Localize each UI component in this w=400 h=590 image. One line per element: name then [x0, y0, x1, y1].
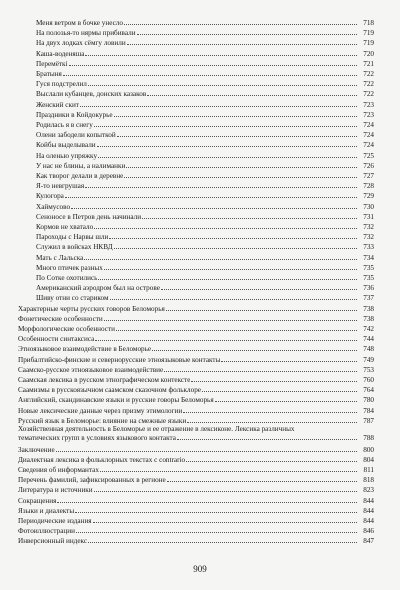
- toc-entry: [36, 99, 374, 109]
- toc-entry-title-line1: Хозяйственная деятельность в Беломорье и ее отражение в лексиконе. Лексика различных: [18, 425, 295, 433]
- toc-entry-title: На оленью упряжку: [36, 151, 98, 160]
- toc-entry-page: 784: [363, 406, 374, 415]
- page-number: 909: [193, 564, 207, 574]
- toc-entry-page: 722: [363, 70, 374, 78]
- toc-entry-title: Языки и диалекты: [18, 506, 75, 515]
- toc-entry-page: 721: [363, 59, 374, 68]
- toc-entry-title: Морфологические особенности: [18, 325, 115, 333]
- toc-entry: [18, 394, 374, 404]
- dot-leader: [104, 320, 357, 321]
- dot-leader: [94, 126, 357, 127]
- toc-entry-title: Сокращения: [18, 496, 57, 505]
- dot-leader: [98, 157, 357, 158]
- toc-entry-title: Прибалтийско-финские и севернорусские этноязыковые контакты: [18, 355, 221, 364]
- toc-entry-page: 749: [363, 355, 374, 364]
- toc-entry-title: Литература и источники: [18, 486, 93, 495]
- dot-leader: [100, 471, 357, 472]
- toc-entry-page: 823: [363, 486, 374, 495]
- toc-entry-title: Олени забодели копыткой: [36, 131, 116, 140]
- toc-entry-title: Братыня: [36, 70, 62, 78]
- toc-entry-title: Как творог делали в деревне: [36, 172, 124, 180]
- toc-entry-title: Шиву отни со стариком: [36, 294, 109, 303]
- toc-entry-title: Мать с Лальска: [36, 253, 84, 262]
- dot-leader: [71, 208, 357, 209]
- toc-entry-title: Русский язык в Беломорье: влияние на смежные языки: [18, 416, 187, 425]
- toc-entry-title: Праздники в Койдокурье: [36, 110, 113, 119]
- dot-leader: [56, 451, 357, 452]
- toc-entry-page: 800: [363, 445, 374, 454]
- dot-leader: [164, 371, 357, 372]
- dot-leader: [117, 136, 357, 137]
- toc-entry-page: 718: [363, 19, 374, 27]
- dot-leader: [76, 532, 357, 533]
- dot-leader: [57, 502, 357, 503]
- toc-entry: [36, 282, 374, 292]
- toc-entry: [18, 454, 374, 464]
- dot-leader: [93, 522, 357, 523]
- toc-entry-title: Кормов не хватало: [36, 223, 94, 231]
- toc-entry: [36, 262, 374, 272]
- toc-entry: [36, 139, 374, 149]
- toc-entry-page: 736: [363, 284, 374, 293]
- dot-leader: [65, 197, 357, 198]
- toc-entry-title: Новые лексические данные через призму этимологии: [18, 406, 183, 415]
- toc-entry-title: На двух лодках сёмгу ловили: [36, 39, 126, 48]
- dot-leader: [114, 116, 357, 117]
- toc-entry-page: 780: [363, 396, 374, 405]
- toc-entry: [18, 313, 374, 323]
- toc-entry-title: Саамско-русское этноязыковое взаимодействие: [18, 365, 164, 374]
- dot-leader: [142, 218, 357, 219]
- dot-leader: [191, 381, 357, 382]
- toc-entry-page: 735: [363, 263, 374, 272]
- toc-entry: [36, 170, 374, 180]
- toc-entry-page: 722: [363, 80, 374, 89]
- toc-entry: [36, 58, 374, 68]
- dot-leader: [88, 542, 357, 543]
- toc-entry: [18, 364, 374, 374]
- toc-entry: [18, 505, 374, 515]
- toc-entry-title: Сведения об информантах: [18, 465, 99, 474]
- toc-entry-page: 732: [363, 233, 374, 242]
- toc-entry-page: 844: [363, 506, 374, 515]
- toc-entry: [36, 252, 374, 262]
- toc-entry-title: Каша-воденяша: [36, 49, 85, 58]
- dot-leader: [124, 24, 357, 25]
- dot-leader: [85, 187, 357, 188]
- toc-entry-page: 719: [363, 29, 374, 38]
- toc-entry-title: По Сотке охотились: [36, 274, 98, 282]
- toc-entry-title: Заключение: [18, 445, 55, 454]
- toc-entry-title: Выслали кубанцев, донских казаков: [36, 90, 147, 99]
- toc-entry: [18, 343, 374, 353]
- toc-entry-page: 760: [363, 376, 374, 384]
- toc-entry: [36, 241, 374, 251]
- toc-entry: [36, 129, 374, 139]
- toc-entry-page: 735: [363, 274, 374, 282]
- dot-leader: [94, 491, 357, 492]
- toc-entry: [18, 405, 374, 415]
- toc-entry-page: 728: [363, 182, 374, 191]
- toc-entry-multiline: [18, 425, 374, 442]
- toc-entry-page: 723: [363, 110, 374, 119]
- toc-entry-page: 719: [363, 39, 374, 48]
- dot-leader: [187, 422, 357, 423]
- toc-entry-page: 742: [363, 325, 374, 333]
- toc-entry-title: Этноязыковое взаимодействие в Беломорье: [18, 345, 152, 354]
- toc-entry-page: 724: [363, 141, 374, 150]
- toc-entry-title: Фонетические особенности: [18, 314, 103, 323]
- toc-entry-page: 722: [363, 90, 374, 99]
- toc-entry-title: Хаймусово: [36, 202, 71, 211]
- toc-entry-page: 847: [363, 537, 374, 546]
- toc-entry: [18, 444, 374, 454]
- toc-entry: [18, 374, 374, 384]
- toc-entry-page: 723: [363, 100, 374, 109]
- dot-leader: [124, 177, 357, 178]
- toc-entry-title: Много птичек разных: [36, 263, 103, 272]
- toc-entry-title: У нас не блины, а налиманки: [36, 161, 126, 170]
- dot-leader: [147, 95, 357, 96]
- toc-entry-page: 737: [363, 294, 374, 303]
- toc-entry-page: 725: [363, 151, 374, 160]
- toc-entry-title: Пароходы с Нарвы шли: [36, 233, 109, 242]
- toc-entry-page: 738: [363, 304, 374, 313]
- toc-entry-title: Меня ветром в бочке унесло: [36, 19, 123, 27]
- dot-leader: [183, 412, 357, 413]
- toc-entry: [36, 88, 374, 98]
- dot-leader: [137, 34, 357, 35]
- toc-entry: [36, 160, 374, 170]
- toc-entry-page: 732: [363, 223, 374, 231]
- toc-entry-title: Сеноносе в Петров день начинали: [36, 212, 142, 221]
- toc-entry: [18, 495, 374, 505]
- toc-entry-title: Перемёткі: [36, 59, 68, 68]
- toc-entry: [18, 303, 374, 313]
- toc-entry-page: 818: [363, 476, 374, 485]
- toc-entry-title: Саамская лексика в русском этнографическом контексте: [18, 376, 191, 384]
- dot-leader: [104, 269, 357, 270]
- toc-entry-page: 764: [363, 386, 374, 395]
- toc-entry-page: 787: [363, 416, 374, 425]
- toc-entry-title: Перечень фамилий, зафиксированных в регионе: [18, 476, 166, 485]
- dot-leader: [166, 310, 357, 311]
- dot-leader: [221, 361, 357, 362]
- toc-entry: [36, 231, 374, 241]
- toc-entry-title: Фотоиллюстрации: [18, 527, 75, 536]
- dot-leader: [167, 481, 357, 482]
- dot-leader: [126, 167, 357, 168]
- toc-entry-page: 788: [363, 433, 374, 442]
- dot-leader: [110, 299, 357, 300]
- toc-entry: [36, 190, 374, 200]
- toc-entry-page: 729: [363, 192, 374, 201]
- toc-entry: [36, 48, 374, 58]
- dot-leader: [94, 228, 357, 229]
- toc-entry-page: 731: [363, 212, 374, 221]
- dot-leader: [161, 289, 357, 290]
- dot-leader: [84, 259, 357, 260]
- toc-entry: [36, 27, 374, 37]
- toc-entry-title: Периодические издания: [18, 516, 92, 525]
- toc-entry-title: Английский, скандинавские языки и русские говоры Беломорья: [18, 396, 214, 405]
- toc-entry-page: 738: [363, 314, 374, 323]
- dot-leader: [215, 401, 357, 402]
- toc-entry: [36, 150, 374, 160]
- toc-entry-page: 724: [363, 131, 374, 140]
- toc-entry: [18, 474, 374, 484]
- toc-entry: [36, 68, 374, 78]
- toc-entry-title-line2: тематических групп в условиях языкового контакта: [18, 433, 176, 442]
- toc-entry-title: Кулогора: [36, 192, 64, 201]
- toc-entry-page: 734: [363, 253, 374, 262]
- toc-entry: [18, 354, 374, 364]
- toc-entry-page: 844: [363, 516, 374, 525]
- toc-entry-title: Особенности синтаксиса: [18, 335, 95, 344]
- toc-entry: [36, 180, 374, 190]
- toc-entry-page: 753: [363, 365, 374, 374]
- toc-entry-title: Инверсионный индекс: [18, 537, 88, 546]
- dot-leader: [186, 461, 357, 462]
- toc-entry-title: Саамизмы в русскоязычном саамском сказочном фольклоре: [18, 386, 201, 395]
- toc-entry: [36, 221, 374, 231]
- dot-leader: [75, 512, 357, 513]
- toc-entry-title: Койбы выделывали: [36, 141, 96, 150]
- toc-entry: [36, 109, 374, 119]
- toc-entry: [36, 272, 374, 282]
- dot-leader: [80, 106, 357, 107]
- dot-leader: [69, 65, 357, 66]
- toc-entry: [36, 292, 374, 302]
- toc-entry-page: 727: [363, 172, 374, 180]
- dot-leader: [202, 391, 357, 392]
- dot-leader: [95, 340, 357, 341]
- toc-entry: [18, 333, 374, 343]
- dot-leader: [98, 279, 357, 280]
- toc-entry-title: Характерные черты русских говоров Беломорья: [18, 304, 165, 313]
- toc-entry-title: Родилась я в снегу: [36, 121, 93, 129]
- toc-entry-page: 720: [363, 49, 374, 58]
- toc-entry-title: Женский скит: [36, 100, 79, 109]
- toc-entry-title: Диалектная лексика в фольклорных текстах с contrario: [18, 455, 186, 464]
- toc-entry: [36, 119, 374, 129]
- toc-entry: [36, 17, 374, 27]
- toc-entry: [18, 525, 374, 535]
- toc-entry-page: 844: [363, 496, 374, 505]
- dot-leader: [85, 55, 357, 56]
- dot-leader: [97, 146, 357, 147]
- dot-leader: [63, 75, 357, 76]
- toc-entry-page: 811: [363, 465, 374, 474]
- dot-leader: [177, 439, 357, 440]
- toc-entry-title: Американский аэродром был на острове: [36, 284, 160, 293]
- toc-entry: [36, 37, 374, 47]
- dot-leader: [152, 350, 357, 351]
- toc-entry: [18, 384, 374, 394]
- dot-leader: [116, 330, 357, 331]
- toc-entry-page: 730: [363, 202, 374, 211]
- toc-entry: [18, 464, 374, 474]
- toc-entry: [18, 484, 374, 494]
- toc-entry: [36, 201, 374, 211]
- toc-entry-title: Гуся подстрелил: [36, 80, 87, 89]
- dot-leader: [88, 85, 357, 86]
- toc-entry-page: 804: [363, 455, 374, 464]
- toc-entry-title: Я-то невгрушая: [36, 182, 85, 191]
- dot-leader: [114, 248, 357, 249]
- toc-entry-page: 744: [363, 335, 374, 344]
- toc-entry: [18, 515, 374, 525]
- toc-entry-page: 726: [363, 161, 374, 170]
- toc-entry-page: 748: [363, 345, 374, 354]
- toc-entry-page: 733: [363, 243, 374, 252]
- dot-leader: [127, 44, 357, 45]
- dot-leader: [109, 238, 357, 239]
- toc-entry: [18, 535, 374, 545]
- toc-entry: [36, 211, 374, 221]
- toc-entry: [18, 415, 374, 425]
- toc-entry-title: Служил в войсках НКВД: [36, 243, 113, 252]
- toc-entry-title: На полозья-то нярмы прибивали: [36, 29, 136, 38]
- toc-entry-page: 846: [363, 527, 374, 536]
- toc-entry: [18, 323, 374, 333]
- toc-entry: [36, 78, 374, 88]
- toc-entry-page: 724: [363, 121, 374, 129]
